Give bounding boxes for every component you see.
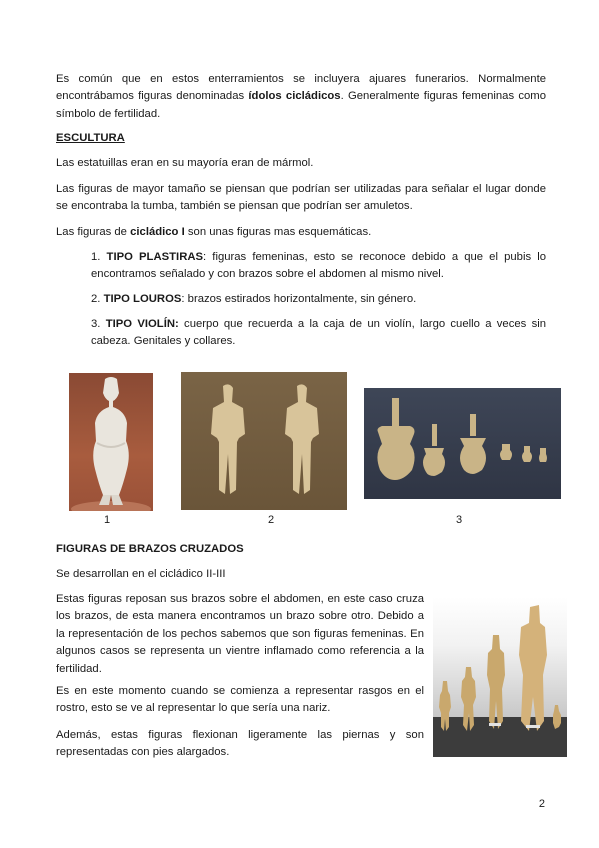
figure-image-brazos-cruzados <box>433 597 567 757</box>
section-heading-brazos-cruzados: FIGURAS DE BRAZOS CRUZADOS <box>56 543 244 555</box>
type-item-violin: 3. TIPO VIOLÍN: cuerpo que recuerda a la caja de un violín, largo cuello a veces sin cabeza. Genitales y collares. <box>91 318 547 348</box>
type-item-louros: 2. TIPO LOUROS: brazos estirados horizontalmente, sin género. <box>91 293 417 305</box>
escultura-p3: Las figuras de cicládico I son unas figuras mas esquemáticas. <box>56 226 372 238</box>
brazos-p1: Se desarrollan en el cicládico II-III <box>56 568 226 580</box>
section-heading-escultura: ESCULTURA <box>56 132 125 144</box>
brazos-p4: Además, estas figuras flexionan ligeramente las piernas y son representadas con pies alargados. <box>56 729 424 759</box>
brazos-p2: Estas figuras reposan sus brazos sobre el abdomen, en este caso cruza los brazos, de esta manera encontramos un brazo sobre otro. Debido a la representación de los pechos sabemos que son figuras femeninas. En algunos casos se representa un vientre inflamado como referencia a la fertilidad. <box>56 593 424 675</box>
escultura-p1: Las estatuillas eran en su mayoría eran de mármol. <box>56 157 314 169</box>
figure-image-louros <box>181 372 347 510</box>
brazos-p3: Es en este momento cuando se comienza a representar rasgos en el rostro, esto se ve al representar lo que sería una nariz. <box>56 685 424 715</box>
intro-paragraph: Es común que en estos enterramientos se incluyera ajuares funerarios. Normalmente encontrábamos figuras denominadas ídolos cicládicos. Generalmente figuras femeninas como símbolo de fertilidad. <box>56 73 546 120</box>
caption-3: 3 <box>456 514 463 526</box>
idolos-term: ídolos cicládicos <box>248 90 341 103</box>
caption-2: 2 <box>268 514 275 526</box>
figure-image-violin <box>364 388 561 499</box>
figure-image-plastiras <box>69 373 153 511</box>
escultura-p2: Las figuras de mayor tamaño se piensan que podrían ser utilizadas para señalar el lugar donde se encontraba la tumba, también se piensan que podrían ser amuletos. <box>56 183 546 213</box>
page-number: 2 <box>538 798 545 810</box>
type-item-plastiras: 1. TIPO PLASTIRAS: figuras femeninas, esto se reconoce debido a que el pubis lo encontramos señalado y con brazos sobre el abdomen al mismo nivel. <box>91 251 547 281</box>
caption-1: 1 <box>104 514 111 526</box>
